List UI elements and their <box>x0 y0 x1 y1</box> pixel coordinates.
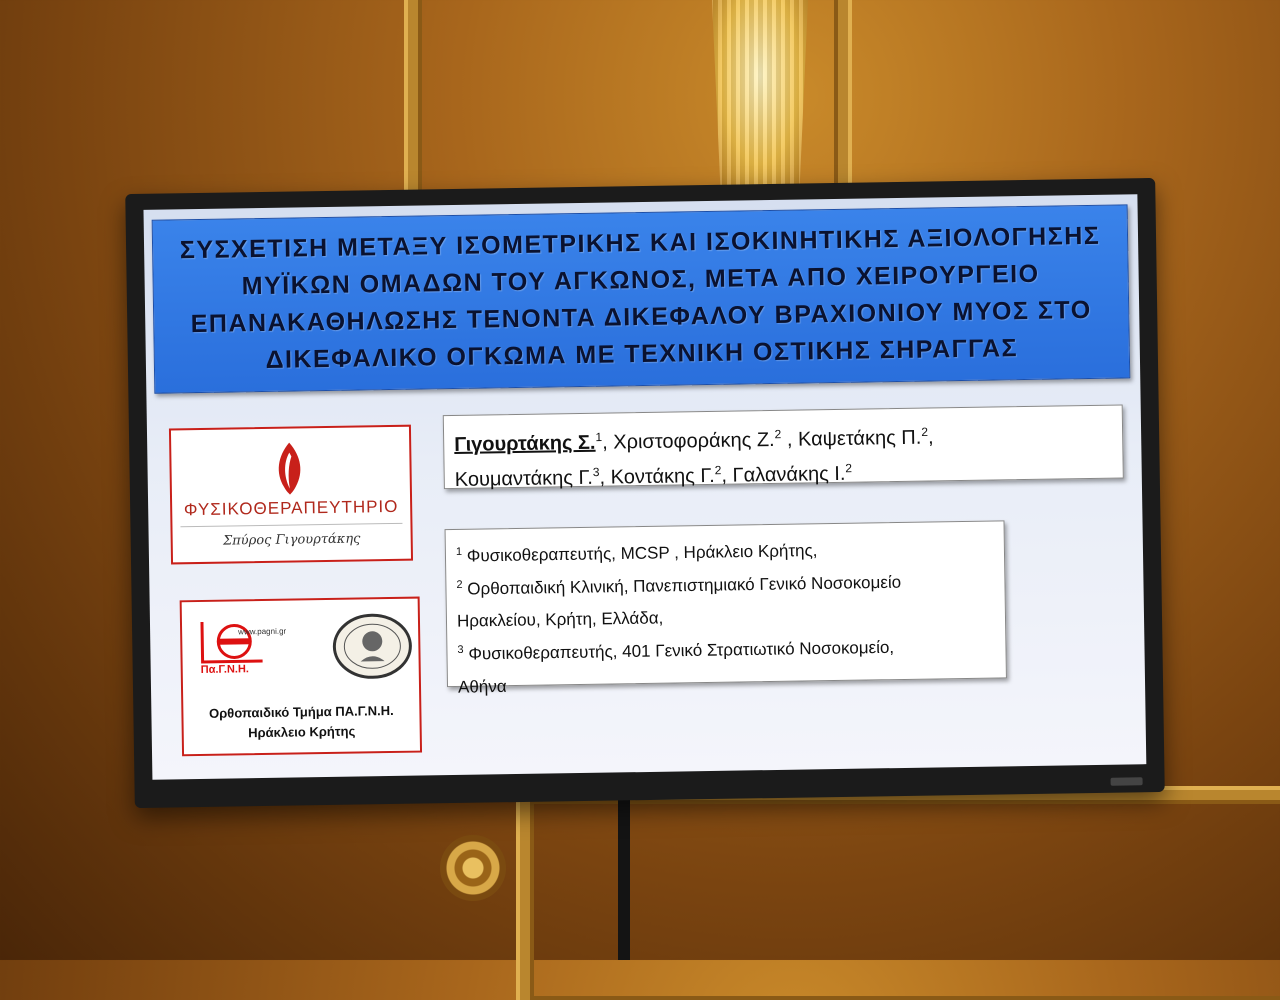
decorative-rosette <box>440 835 506 901</box>
divider <box>180 523 402 527</box>
monitor-stand <box>618 800 630 960</box>
authors-box <box>443 404 1124 492</box>
hospital-logo <box>180 597 422 757</box>
author-5: Κοντάκης Γ.$^2$, <box>610 463 733 489</box>
clinic-logo <box>169 425 413 565</box>
affiliation-3-cont: Αθήνα <box>457 676 507 697</box>
clinic-signature: Σπύρος Γιγουρτάκης <box>222 531 361 549</box>
author-3: Καψετάκης Π.$^2$, <box>797 424 934 451</box>
affiliation-2-cont: Ηρακλείου, Κρήτη, Ελλάδα, <box>456 608 664 631</box>
hospital-short-name: Πα.Γ.Ν.Η. <box>200 663 250 676</box>
hospital-caption-line1: Ορθοπαιδικό Τμήμα ΠΑ.Γ.Ν.Η. <box>208 702 394 721</box>
affiliation-2: $^2$ Ορθοπαιδική Κλινική, Πανεπιστημιακό Γενικό Νοσοκομείο <box>456 572 902 599</box>
affiliation-1: $^1$ Φυσικοθεραπευτής, MCSP , Ηράκλειο Κρήτης, <box>455 540 818 566</box>
author-2: Χριστοφοράκης Ζ.$^2$ , <box>613 426 793 454</box>
brand-logo <box>1111 777 1143 786</box>
slide-title-box <box>152 204 1131 393</box>
university-seal-icon <box>330 611 415 682</box>
author-6: Γαλανάκης Ι.$^2$ <box>732 461 853 487</box>
affiliation-3: $^3$ Φυσικοθεραπευτής, 401 Γενικό Στρατιωτικό Νοσοκομείο, <box>457 637 895 664</box>
presentation-slide <box>143 194 1146 780</box>
flame-icon <box>275 442 304 494</box>
hospital-caption <box>183 701 420 745</box>
author-1: Γιγουρτάκης Σ.$^1$, <box>454 429 614 456</box>
slide-title: ΣΥΣΧΕΤΙΣΗ ΜΕΤΑΞΥ ΙΣΟΜΕΤΡΙΚΗΣ ΚΑΙ ΙΣΟΚΙΝΗΤΙΚΗΣ ΑΞΙΟΛΟΓΗΣΗΣ ΜΥΪΚΩΝ ΟΜΑΔΩΝ ΤΟΥ ΑΓΚΩΝΟΣ, ΜΕΤΑ ΑΠΟ ΧΕΙΡΟΥΡΓΕΙΟ ΕΠΑΝΑΚΑΘΗΛΩΣΗΣ ΤΕΝΟΝΤΑ ΔΙΚΕΦΑΛΟΥ ΒΡΑΧΙΟΝΙΟΥ ΜΥΟΣ ΣΤΟ ΔΙΚΕΦΑΛΙΚΟ ΟΓΚΩΜΑ ΜΕ ΤΕΧΝΙΚΗ ΟΣΤΙΚΗΣ ΣΗΡΑΓΓΑΣ <box>179 221 1101 374</box>
wall-molding <box>520 790 1280 1000</box>
clinic-name: ΦΥΣΙΚΟΘΕΡΑΠΕΥΤΗΡΙΟ <box>183 496 399 520</box>
author-4: Κουμαντάκης Γ.$^3$, <box>454 465 611 492</box>
tv-monitor <box>125 178 1165 808</box>
affiliations-box <box>445 520 1007 697</box>
hospital-caption-line2: Ηράκλειο Κρήτης <box>248 723 356 741</box>
hospital-url: www.pagni.gr <box>238 626 287 637</box>
